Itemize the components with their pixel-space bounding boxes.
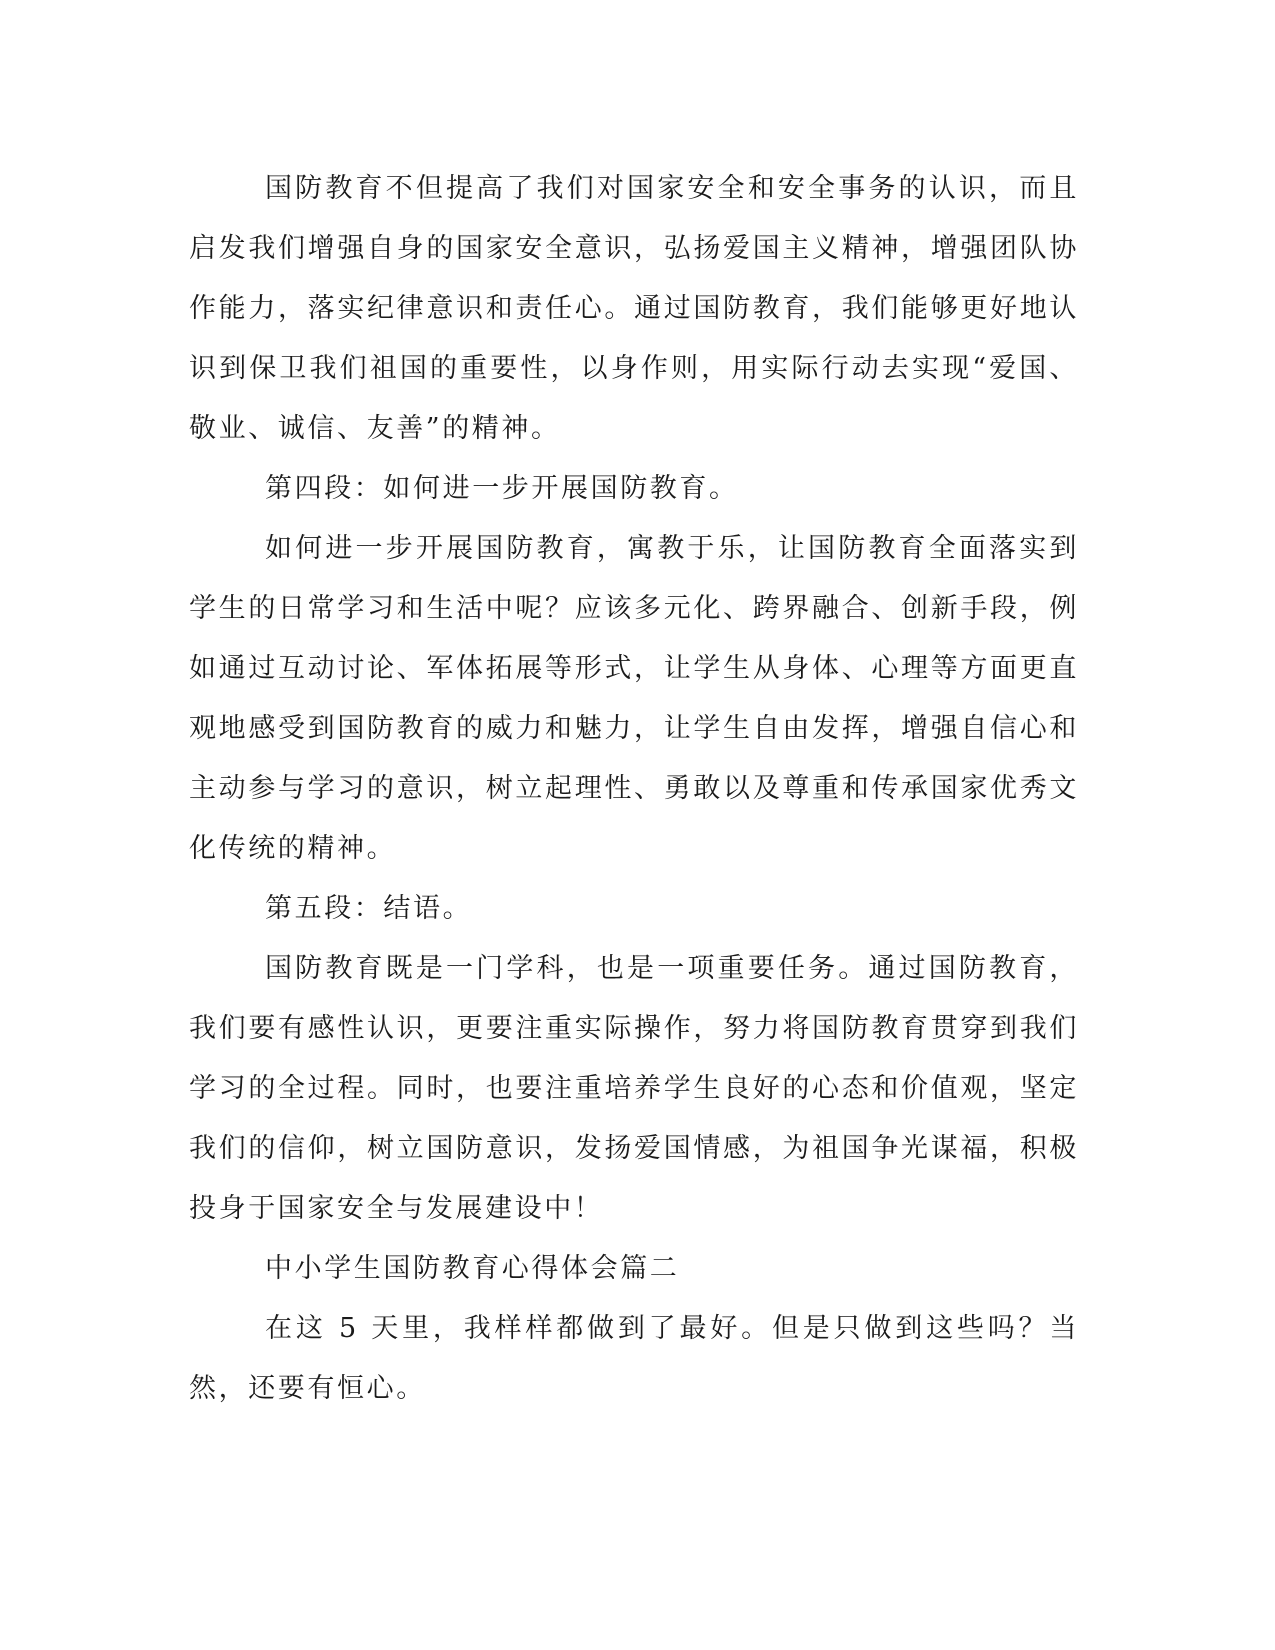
paragraph-2: 如何进一步开展国防教育，寓教于乐，让国防教育全面落实到学生的日常学习和生活中呢？应该多元化、跨界融合、创新手段，例如通过互动讨论、军体拓展等形式，让学生从身体、心理等方面更直观地感受到国防教育的威力和魅力，让学生自由发挥，增强自信心和主动参与学习的意识，树立起理性、勇敢以及尊重和传承国家优秀文化传统的精神。 bbox=[189, 533, 1079, 864]
paragraph-3: 国防教育既是一门学科，也是一项重要任务。通过国防教育，我们要有感性认识，更要注重实际操作，努力将国防教育贯穿到我们学习的全过程。同时，也要注重培养学生良好的心态和价值观，坚定我们的信仰，树立国防意识，发扬爱国情感，为祖国争光谋福，积极投身于国家安全与发展建设中！ bbox=[189, 953, 1079, 1224]
section-heading-4: 第四段：如何进一步开展国防教育。 bbox=[265, 473, 739, 504]
section-heading-5: 第五段：结语。 bbox=[265, 893, 473, 924]
document-body bbox=[189, 159, 1079, 1419]
article-title: 中小学生国防教育心得体会篇二 bbox=[265, 1253, 680, 1284]
paragraph-1: 国防教育不但提高了我们对国家安全和安全事务的认识，而且启发我们增强自身的国家安全意识，弘扬爱国主义精神，增强团队协作能力，落实纪律意识和责任心。通过国防教育，我们能够更好地认识到保卫我们祖国的重要性，以身作则，用实际行动去实现“爱国、敬业、诚信、友善”的精神。 bbox=[189, 173, 1079, 444]
paragraph-4: 在这 5 天里，我样样都做到了最好。但是只做到这些吗？当然，还要有恒心。 bbox=[189, 1313, 1079, 1404]
